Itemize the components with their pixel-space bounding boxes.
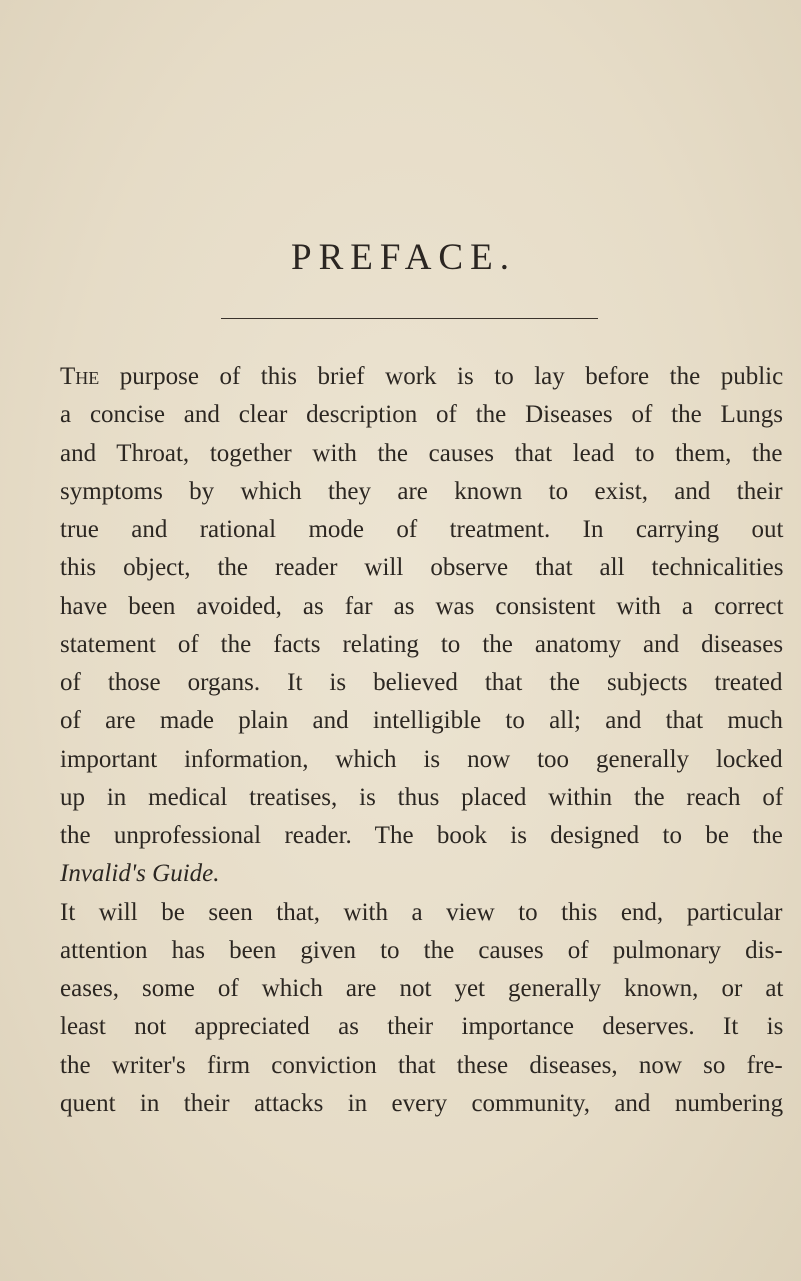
preface-heading: PREFACE.: [291, 237, 516, 278]
text-line: true and rational mode of treatment. In carrying out: [60, 516, 784, 543]
lead-word: The: [60, 363, 100, 390]
paragraph-2: [60, 894, 783, 1124]
text-line: symptoms by which they are known to exist, and their: [60, 477, 783, 505]
text-line: the unprofessional reader. The book is designed to be the: [60, 822, 783, 849]
text-line: eases, some of which are not yet generally known, or at: [60, 975, 784, 1002]
text-line: of those organs. It is believed that the subjects treated: [60, 669, 783, 696]
paragraph-1: [60, 358, 783, 894]
text-line: It will be seen that, with a view to this end, particular: [60, 898, 783, 926]
text-line: least not appreciated as their importance deserves. It is: [60, 1013, 784, 1041]
text-line-italic: Invalid's Guide.: [60, 860, 220, 888]
text-line: up in medical treatises, is thus placed within the reach of: [60, 783, 784, 811]
line-text: purpose of this brief work is to lay before the public: [99, 363, 784, 390]
text-line: [60, 358, 783, 396]
heading-rule: [221, 318, 598, 319]
text-line: have been avoided, as far as was consistent with a correct: [60, 592, 784, 620]
text-line: of are made plain and intelligible to all; and that much: [60, 707, 783, 735]
text-line: quent in their attacks in every community, and numbering: [60, 1089, 784, 1117]
text-line: statement of the facts relating to the anatomy and diseases: [60, 630, 784, 658]
text-line: a concise and clear description of the Diseases of the Lungs: [60, 401, 784, 429]
preface-body: [60, 358, 783, 1123]
text-line: the writer's firm conviction that these diseases, now so fre-: [60, 1051, 783, 1079]
text-line: attention has been given to the causes of pulmonary dis-: [60, 936, 783, 964]
text-line: this object, the reader will observe that all technicalities: [60, 554, 784, 582]
text-line: important information, which is now too generally locked: [60, 745, 783, 773]
text-line: and Throat, together with the causes that lead to them, the: [60, 439, 783, 467]
